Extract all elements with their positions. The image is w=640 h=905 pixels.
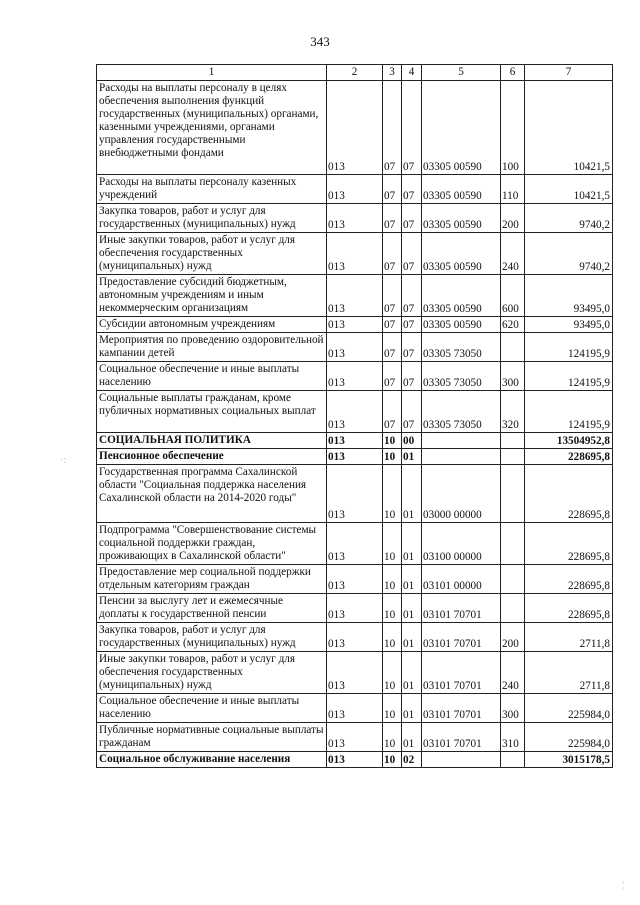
table-row [97, 81, 613, 175]
expense-type-cell: 240 [501, 233, 525, 275]
expense-type-cell: 200 [501, 204, 525, 233]
ved-code-cell: 013 [327, 81, 383, 175]
section-code-cell: 10 [383, 594, 402, 623]
table-row [97, 333, 613, 362]
row-name-cell: Социальное обслуживание населения [97, 752, 327, 768]
subsection-code-cell: 01 [402, 623, 422, 652]
table-row [97, 565, 613, 594]
table-row [97, 433, 613, 449]
amount-cell: 2711,8 [525, 623, 613, 652]
subsection-code-cell: 07 [402, 81, 422, 175]
ved-code-cell: 013 [327, 449, 383, 465]
ved-code-cell: 013 [327, 204, 383, 233]
subsection-code-cell: 01 [402, 449, 422, 465]
row-name-cell: Предоставление субсидий бюджетным, автономным учреждениям и иным некоммерческим организациям [97, 275, 327, 317]
row-name-cell: Иные закупки товаров, работ и услуг для обеспечения государственных (муниципальных) нужд [97, 652, 327, 694]
subsection-code-cell: 07 [402, 204, 422, 233]
table-body [97, 81, 613, 768]
expense-type-cell [501, 449, 525, 465]
scan-artifact: ¦ [622, 880, 625, 891]
ved-code-cell: 013 [327, 317, 383, 333]
amount-cell: 124195,9 [525, 362, 613, 391]
ved-code-cell: 013 [327, 433, 383, 449]
amount-cell: 228695,8 [525, 594, 613, 623]
amount-cell: 124195,9 [525, 333, 613, 362]
target-article-cell [422, 433, 501, 449]
table-row [97, 175, 613, 204]
target-article-cell: 03305 00590 [422, 204, 501, 233]
expense-type-cell: 600 [501, 275, 525, 317]
amount-cell: 124195,9 [525, 391, 613, 433]
row-name-cell: Государственная программа Сахалинской области "Социальная поддержка населения Сахалинской области на 2014-2020 годы" [97, 465, 327, 523]
amount-cell: 225984,0 [525, 694, 613, 723]
table-row [97, 523, 613, 565]
ved-code-cell: 013 [327, 623, 383, 652]
subsection-code-cell: 01 [402, 465, 422, 523]
row-name-cell: Закупка товаров, работ и услуг для государственных (муниципальных) нужд [97, 623, 327, 652]
ved-code-cell: 013 [327, 275, 383, 317]
target-article-cell: 03305 00590 [422, 175, 501, 204]
ved-code-cell: 013 [327, 233, 383, 275]
header-cell: 1 [97, 65, 327, 81]
expense-type-cell [501, 565, 525, 594]
section-code-cell: 10 [383, 433, 402, 449]
ved-code-cell: 013 [327, 723, 383, 752]
section-code-cell: 10 [383, 449, 402, 465]
section-code-cell: 07 [383, 317, 402, 333]
subsection-code-cell: 01 [402, 565, 422, 594]
row-name-cell: Предоставление мер социальной поддержки отдельным категориям граждан [97, 565, 327, 594]
subsection-code-cell: 07 [402, 317, 422, 333]
ved-code-cell: 013 [327, 175, 383, 204]
header-cell: 7 [525, 65, 613, 81]
row-name-cell: Иные закупки товаров, работ и услуг для обеспечения государственных (муниципальных) нужд [97, 233, 327, 275]
header-cell: 3 [383, 65, 402, 81]
subsection-code-cell: 01 [402, 723, 422, 752]
ved-code-cell: 013 [327, 465, 383, 523]
expense-type-cell: 110 [501, 175, 525, 204]
table-row [97, 204, 613, 233]
row-name-cell: Субсидии автономным учреждениям [97, 317, 327, 333]
section-code-cell: 10 [383, 623, 402, 652]
subsection-code-cell: 07 [402, 362, 422, 391]
subsection-code-cell: 07 [402, 333, 422, 362]
header-cell: 4 [402, 65, 422, 81]
amount-cell: 93495,0 [525, 275, 613, 317]
row-name-cell: Пенсии за выслугу лет и ежемесячные доплаты к государственной пенсии [97, 594, 327, 623]
target-article-cell: 03101 70701 [422, 594, 501, 623]
row-name-cell: Расходы на выплаты персоналу казенных учреждений [97, 175, 327, 204]
table-row [97, 317, 613, 333]
target-article-cell [422, 449, 501, 465]
amount-cell: 225984,0 [525, 723, 613, 752]
target-article-cell: 03101 70701 [422, 723, 501, 752]
target-article-cell: 03305 00590 [422, 233, 501, 275]
section-code-cell: 10 [383, 523, 402, 565]
header-cell: 5 [422, 65, 501, 81]
amount-cell: 228695,8 [525, 465, 613, 523]
target-article-cell: 03305 73050 [422, 391, 501, 433]
section-code-cell: 07 [383, 391, 402, 433]
section-code-cell: 10 [383, 723, 402, 752]
row-name-cell: Пенсионное обеспечение [97, 449, 327, 465]
table-row [97, 623, 613, 652]
subsection-code-cell: 07 [402, 275, 422, 317]
target-article-cell: 03000 00000 [422, 465, 501, 523]
amount-cell: 3015178,5 [525, 752, 613, 768]
amount-cell: 10421,5 [525, 175, 613, 204]
table-row [97, 233, 613, 275]
amount-cell: 228695,8 [525, 449, 613, 465]
subsection-code-cell: 07 [402, 175, 422, 204]
section-code-cell: 07 [383, 175, 402, 204]
section-code-cell: 10 [383, 652, 402, 694]
ved-code-cell: 013 [327, 594, 383, 623]
target-article-cell: 03305 73050 [422, 362, 501, 391]
ved-code-cell: 013 [327, 652, 383, 694]
table-row [97, 465, 613, 523]
amount-cell: 228695,8 [525, 523, 613, 565]
amount-cell: 10421,5 [525, 81, 613, 175]
target-article-cell [422, 752, 501, 768]
ved-code-cell: 013 [327, 523, 383, 565]
target-article-cell: 03101 00000 [422, 565, 501, 594]
ved-code-cell: 013 [327, 694, 383, 723]
subsection-code-cell: 07 [402, 233, 422, 275]
amount-cell: 2711,8 [525, 652, 613, 694]
expense-type-cell [501, 333, 525, 362]
subsection-code-cell: 01 [402, 523, 422, 565]
row-name-cell: Социальные выплаты гражданам, кроме публичных нормативных социальных выплат [97, 391, 327, 433]
amount-cell: 228695,8 [525, 565, 613, 594]
expense-type-cell [501, 752, 525, 768]
expense-type-cell: 310 [501, 723, 525, 752]
expense-type-cell [501, 523, 525, 565]
section-code-cell: 07 [383, 275, 402, 317]
section-code-cell: 10 [383, 565, 402, 594]
subsection-code-cell: 01 [402, 652, 422, 694]
expense-type-cell [501, 594, 525, 623]
row-name-cell: Расходы на выплаты персоналу в целях обеспечения выполнения функций государственных (муниципальных) органами, казенными учреждениями, органами управления государственными внебюджетными фондами [97, 81, 327, 175]
section-code-cell: 07 [383, 204, 402, 233]
header-cell: 6 [501, 65, 525, 81]
table-row [97, 449, 613, 465]
subsection-code-cell: 01 [402, 694, 422, 723]
expense-type-cell: 100 [501, 81, 525, 175]
table-row [97, 362, 613, 391]
target-article-cell: 03305 00590 [422, 317, 501, 333]
section-code-cell: 07 [383, 362, 402, 391]
amount-cell: 9740,2 [525, 233, 613, 275]
expense-type-cell [501, 433, 525, 449]
row-name-cell: Социальное обеспечение и иные выплаты населению [97, 362, 327, 391]
scan-artifact: ·: [60, 455, 67, 466]
section-code-cell: 10 [383, 694, 402, 723]
ved-code-cell: 013 [327, 565, 383, 594]
section-code-cell: 07 [383, 333, 402, 362]
page-number: 343 [310, 34, 330, 49]
section-code-cell: 10 [383, 752, 402, 768]
table-row [97, 275, 613, 317]
target-article-cell: 03100 00000 [422, 523, 501, 565]
target-article-cell: 03101 70701 [422, 623, 501, 652]
subsection-code-cell: 02 [402, 752, 422, 768]
ved-code-cell: 013 [327, 752, 383, 768]
expense-type-cell: 300 [501, 362, 525, 391]
subsection-code-cell: 00 [402, 433, 422, 449]
amount-cell: 93495,0 [525, 317, 613, 333]
budget-table [96, 64, 613, 768]
amount-cell: 13504952,8 [525, 433, 613, 449]
ved-code-cell: 013 [327, 391, 383, 433]
subsection-code-cell: 01 [402, 594, 422, 623]
target-article-cell: 03305 00590 [422, 81, 501, 175]
expense-type-cell: 300 [501, 694, 525, 723]
table-row [97, 652, 613, 694]
row-name-cell: Публичные нормативные социальные выплаты гражданам [97, 723, 327, 752]
table-row [97, 752, 613, 768]
header-row [97, 65, 613, 81]
table-row [97, 391, 613, 433]
section-code-cell: 07 [383, 81, 402, 175]
target-article-cell: 03305 00590 [422, 275, 501, 317]
expense-type-cell: 240 [501, 652, 525, 694]
header-cell: 2 [327, 65, 383, 81]
target-article-cell: 03305 73050 [422, 333, 501, 362]
row-name-cell: Мероприятия по проведению оздоровительной кампании детей [97, 333, 327, 362]
row-name-cell: СОЦИАЛЬНАЯ ПОЛИТИКА [97, 433, 327, 449]
expense-type-cell [501, 465, 525, 523]
table-row [97, 594, 613, 623]
row-name-cell: Социальное обеспечение и иные выплаты населению [97, 694, 327, 723]
table-row [97, 694, 613, 723]
table-row [97, 723, 613, 752]
row-name-cell: Подпрограмма "Совершенствование системы социальной поддержки граждан, проживающих в Сахалинской области" [97, 523, 327, 565]
amount-cell: 9740,2 [525, 204, 613, 233]
subsection-code-cell: 07 [402, 391, 422, 433]
section-code-cell: 07 [383, 233, 402, 275]
expense-type-cell: 320 [501, 391, 525, 433]
section-code-cell: 10 [383, 465, 402, 523]
ved-code-cell: 013 [327, 362, 383, 391]
ved-code-cell: 013 [327, 333, 383, 362]
target-article-cell: 03101 70701 [422, 652, 501, 694]
expense-type-cell: 620 [501, 317, 525, 333]
target-article-cell: 03101 70701 [422, 694, 501, 723]
row-name-cell: Закупка товаров, работ и услуг для государственных (муниципальных) нужд [97, 204, 327, 233]
expense-type-cell: 200 [501, 623, 525, 652]
